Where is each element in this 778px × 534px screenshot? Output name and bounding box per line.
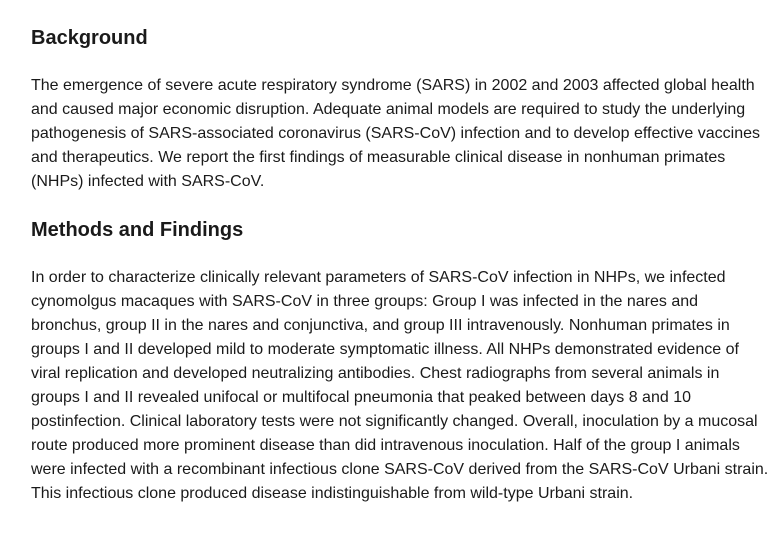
background-heading: Background (31, 27, 148, 49)
background-paragraph: The emergence of severe acute respiratory syndrome (SARS) in 2002 and 2003 affected global health and caused major economic disruption. Adequate animal models are required to study the underlying pathogenesis of SARS-associated coronavirus (SARS-CoV) infection and to develop effective vaccines and therapeutics. We report the first findings of measurable clinical disease in nonhuman primates (NHPs) infected with SARS-CoV. (31, 77, 760, 190)
methods-and-findings-heading: Methods and Findings (31, 219, 244, 241)
methods-and-findings-paragraph: In order to characterize clinically relevant parameters of SARS-CoV infection in NHPs, we infected cynomolgus macaques with SARS-CoV in three groups: Group I was infected in the nares and bronchus, group II in the nares and conjunctiva, and group III intravenously. Nonhuman primates in groups I and II developed mild to moderate symptomatic illness. All NHPs demonstrated evidence of viral replication and developed neutralizing antibodies. Chest radiographs from several animals in groups I and II revealed unifocal or multifocal pneumonia that peaked between days 8 and 10 postinfection. Clinical laboratory tests were not significantly changed. Overall, inoculation by a mucosal route produced more prominent disease than did intravenous inoculation. Half of the group I animals were infected with a recombinant infectious clone SARS-CoV derived from the SARS-CoV Urbani strain. This infectious clone produced disease indistinguishable from wild-type Urbani strain. (31, 269, 769, 502)
